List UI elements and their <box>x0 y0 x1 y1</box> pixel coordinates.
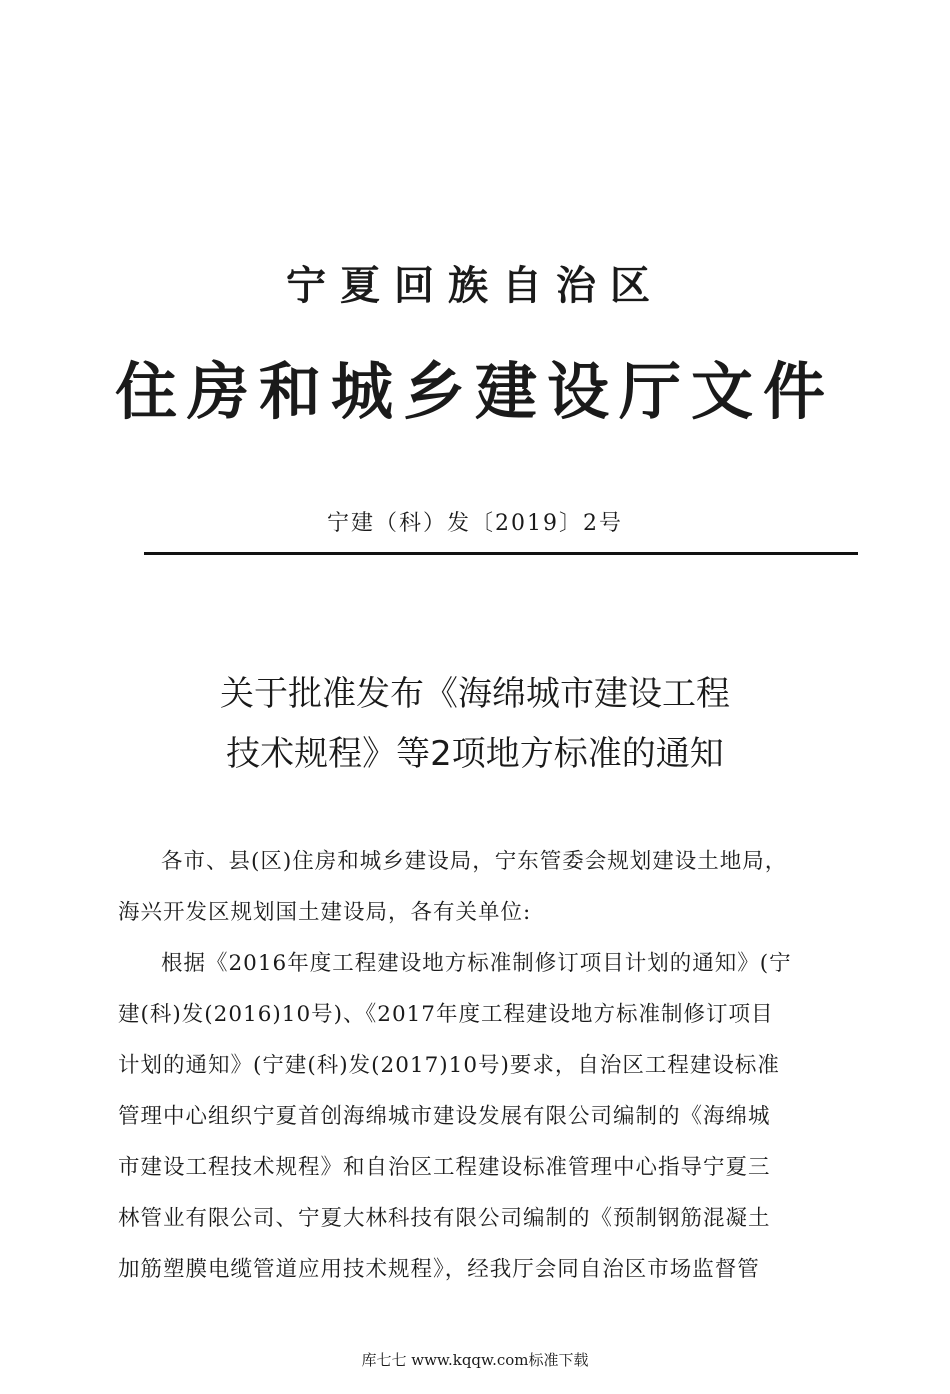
issuer-region-heading: 宁夏回族自治区 <box>286 263 664 309</box>
salutation-line-1: 各市、县(区)住房和城乡建设局，宁东管委会规划建设土地局， <box>161 849 788 874</box>
body-line-3: 计划的通知》(宁建(科)发(2017)10号)要求，自治区工程建设标准 <box>118 1053 780 1078</box>
notice-title-line-1: 关于批准发布《海绵城市建设工程 <box>220 674 730 714</box>
download-footer: 库七七 www.kqqw.com标准下载 <box>361 1351 589 1369</box>
issuer-department-heading: 住房和城乡建设厅文件 <box>114 355 835 428</box>
body-line-2: 建(科)发(2016)10号)、《2017年度工程建设地方标准制修订项目 <box>118 1002 774 1027</box>
body-line-7: 加筋塑膜电缆管道应用技术规程》，经我厅会同自治区市场监督管 <box>118 1257 760 1282</box>
notice-body <box>118 836 838 1295</box>
body-line-1: 根据《2016年度工程建设地方标准制修订项目计划的通知》(宁 <box>161 951 792 976</box>
body-line-4: 管理中心组织宁夏首创海绵城市建设发展有限公司编制的《海绵城 <box>118 1104 771 1129</box>
header-divider <box>144 552 858 555</box>
salutation-line-2: 海兴开发区规划国土建设局，各有关单位: <box>118 900 532 925</box>
notice-title-line-2: 技术规程》等2项地方标准的通知 <box>226 734 724 774</box>
document-number: 宁建（科）发〔2019〕2号 <box>327 511 623 536</box>
body-line-5: 市建设工程技术规程》和自治区工程建设标准管理中心指导宁夏三 <box>118 1155 771 1180</box>
body-line-6: 林管业有限公司、宁夏大林科技有限公司编制的《预制钢筋混凝土 <box>118 1206 771 1231</box>
notice-title <box>0 664 950 784</box>
